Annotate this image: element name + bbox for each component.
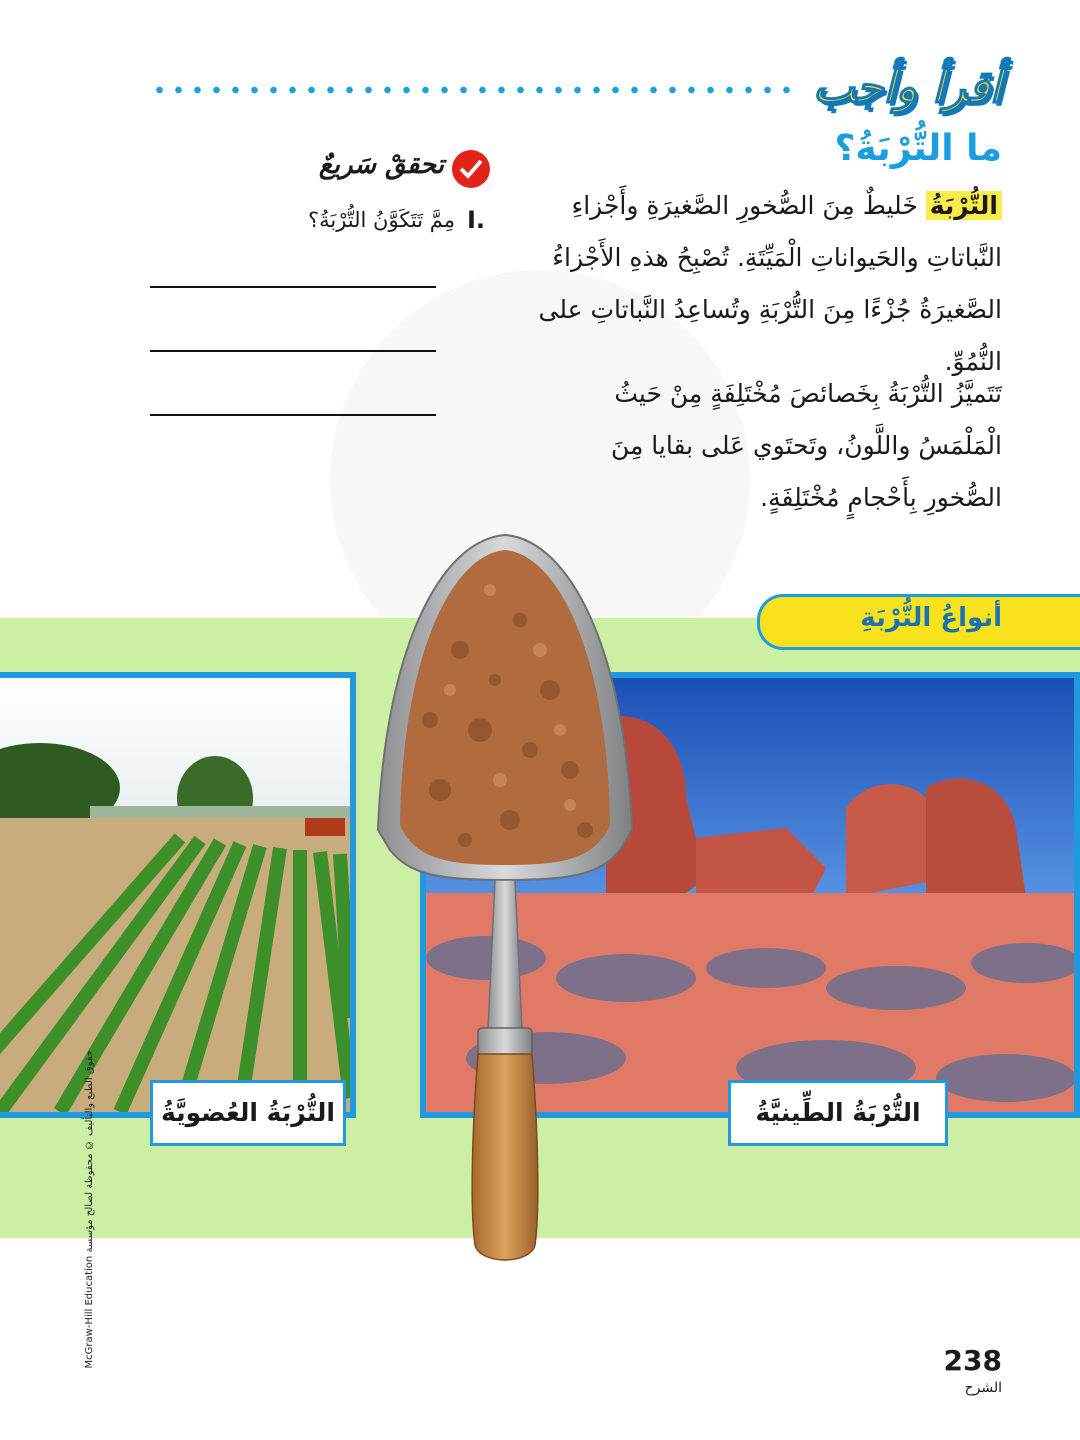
question-text: مِمَّ تَتَكَوَّنُ التُّرْبَةُ؟ [307,208,455,232]
paragraph-definition-text: خَليطٌ مِنَ الصُّخورِ الصَّغيرَةِ وأَجْزاءِ النَّباتاتِ والحَيواناتِ الْمَيِّتَةِ. تُصْبِحُ هذهِ الأَجْزاءُ الصَّغيرَةُ جُزْءًا مِنَ التُّرْبَةِ وتُساعِدُ النَّباتاتِ على النُّمُوِّ. [538,191,1002,376]
caption-clay-soil: التُّرْبَةُ الطِّينيَّةُ [728,1080,948,1146]
soil-trowel-image [370,530,640,1270]
paragraph-properties: تَتَميَّزُ التُّرْبَةُ بِخَصائصَ مُخْتَلِفَةٍ مِنْ حَيثُ الْمَلْمَسُ واللَّونُ، وتَحتَوي عَلى بقايا مِنَ الصُّخورِ بِأَحْجامٍ مُخْتَلِفَةٍ. [610,379,1002,512]
page-number: 238 [943,1344,1002,1377]
copyright-notice: حقوق الطبع والتأليف © محفوظة لصالح مؤسسة McGraw-Hill Education [84,1050,95,1369]
answer-line[interactable] [150,350,436,352]
answer-line[interactable] [150,414,436,416]
caption-organic-soil: التُّرْبَةُ العُضويَّةُ [150,1080,346,1146]
question-number: I. [466,206,485,234]
lesson-subheading: ما التُّرْبَةُ؟ [834,128,1002,169]
paragraph-definition [532,180,1002,388]
check-mark-icon [452,150,490,188]
highlighted-term: التُّرْبَةُ [926,191,1002,220]
section-title: أقرأ وأجب [813,62,1002,113]
answer-line[interactable] [150,286,436,288]
quick-check-title: تحققْ سَريعٌ [318,150,444,180]
organic-soil-photo [0,672,356,1118]
page-label: الشرح [964,1380,1002,1396]
figure-title: أنواعُ التُّرْبَةِ [860,603,1002,633]
dotted-divider [150,86,800,94]
